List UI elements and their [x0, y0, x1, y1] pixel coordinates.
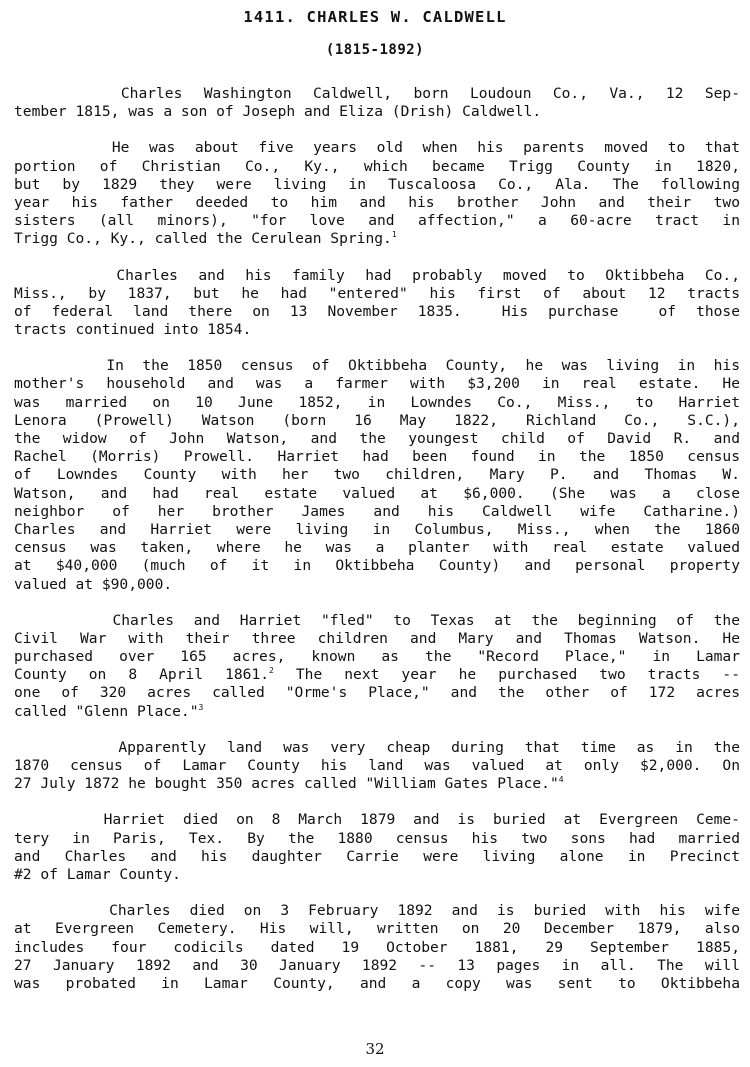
paragraph-4	[14, 357, 740, 593]
text-line: tery in Paris, Tex. By the 1880 census his two sons had married	[14, 829, 740, 847]
text-line: Miss., by 1837, but he had "entered" his first of about 12 tracts	[14, 284, 740, 302]
text-line: Charles and his family had probably moved to Oktibbeha Co.,	[14, 266, 740, 284]
text-line: was married on 10 June 1852, in Lowndes Co., Miss., to Harriet	[14, 393, 740, 411]
page-number: 32	[365, 1040, 385, 1058]
text-line: Watson, and had real estate valued at $6,000. (She was a close	[14, 484, 740, 502]
text-line: one of 320 acres called "Orme's Place," and the other of 172 acres	[14, 684, 740, 702]
paragraph-3	[14, 267, 740, 340]
life-dates: (1815-1892)	[325, 42, 425, 58]
paragraph-5	[14, 612, 740, 721]
text-line: the widow of John Watson, and the youngest child of David R. and	[14, 430, 740, 447]
text-line: valued at $90,000.	[14, 575, 173, 593]
text-line: tember 1815, was a son of Joseph and Eliza (Drish) Caldwell.	[14, 103, 542, 121]
text-line: was probated in Lamar County, and a copy was sent to Oktibbeha	[14, 974, 740, 992]
text-line: purchased over 165 acres, known as the "Record Place," in Lamar	[14, 648, 740, 666]
text-line: neighbor of her brother James and his Caldwell wife Catharine.)	[14, 502, 740, 520]
text-line: at $40,000 (much of it in Oktibbeha County) and personal property	[14, 557, 740, 575]
text-line-with-footnote	[14, 775, 740, 793]
paragraph-8	[14, 902, 740, 993]
paragraph-2	[14, 139, 740, 248]
text-line-content: 27 July 1872 he bought 350 acres called "William Gates Place."	[14, 775, 559, 793]
text-line: Charles Washington Caldwell, born Loudoun Co., Va., 12 Sep-	[14, 85, 740, 102]
body-text	[14, 85, 740, 1011]
text-line: of federal land there on 13 November 1835. His purchase of those	[14, 302, 740, 320]
footnote-ref: 2	[269, 666, 274, 676]
text-line: but by 1829 they were living in Tuscaloosa Co., Ala. The following	[14, 175, 740, 193]
paragraph-7	[14, 811, 740, 884]
text-line: Lenora (Prowell) Watson (born 16 May 1822, Richland Co., S.C.),	[14, 411, 740, 429]
text-line-with-footnote	[14, 703, 740, 721]
text-line: 27 January 1892 and 30 January 1892 -- 13 pages in all. The will	[14, 956, 740, 974]
text-line: Apparently land was very cheap during that time as in the	[14, 738, 740, 756]
text-line: In the 1850 census of Oktibbeha County, he was living in his	[14, 357, 740, 375]
page-title: 1411. CHARLES W. CALDWELL	[243, 8, 507, 26]
text-line: Charles died on 3 February 1892 and is buried with his wife	[14, 902, 740, 920]
text-line: tracts continued into 1854.	[14, 321, 252, 339]
text-line: at Evergreen Cemetery. His will, written on 20 December 1879, also	[14, 920, 740, 938]
text-line: #2 of Lamar County.	[14, 865, 181, 883]
text-line-content: County on 8 April 1861.$^2$ The next year he purchased two tracts --	[14, 666, 740, 684]
text-line: of Lowndes County with her two children, Mary P. and Thomas W.	[14, 466, 740, 484]
text-line: sisters (all minors), "for love and affection," a 60-acre tract in	[14, 212, 740, 230]
text-line-with-footnote	[14, 230, 740, 248]
text-line: includes four codicils dated 19 October 1881, 29 September 1885,	[14, 938, 740, 956]
text-line: and Charles and his daughter Carrie were living alone in Precinct	[14, 847, 740, 865]
text-line: 1870 census of Lamar County his land was valued at only $2,000. On	[14, 757, 740, 774]
footnote-ref: 3	[198, 702, 204, 712]
text-line: mother's household and was a farmer with $3,200 in real estate. He	[14, 375, 740, 393]
text-line: Civil War with their three children and Mary and Thomas Watson. He	[14, 629, 740, 647]
text-line-content: Trigg Co., Ky., called the Cerulean Spring.	[14, 230, 392, 248]
footnote-ref: 4	[558, 775, 564, 785]
paragraph-1	[14, 85, 740, 121]
text-line: Charles and Harriet were living in Columbus, Miss., when the 1860	[14, 520, 740, 538]
text-line-with-footnote	[14, 666, 740, 684]
text-line-content: called "Glenn Place."	[14, 702, 199, 720]
text-line: year his father deeded to him and his brother John and their two	[14, 193, 740, 211]
text-line: portion of Christian Co., Ky., which became Trigg County in 1820,	[14, 157, 740, 175]
text-line: Rachel (Morris) Prowell. Harriet had been found in the 1850 census	[14, 448, 740, 466]
paragraph-6	[14, 739, 740, 794]
text-line: census was taken, where he was a planter with real estate valued	[14, 539, 740, 557]
text-line: He was about five years old when his parents moved to that	[14, 139, 740, 157]
text-line: Charles and Harriet "fled" to Texas at the beginning of the	[14, 611, 740, 629]
footnote-ref: 1	[391, 230, 397, 240]
text-line: Harriet died on 8 March 1879 and is buried at Evergreen Ceme-	[14, 811, 740, 829]
